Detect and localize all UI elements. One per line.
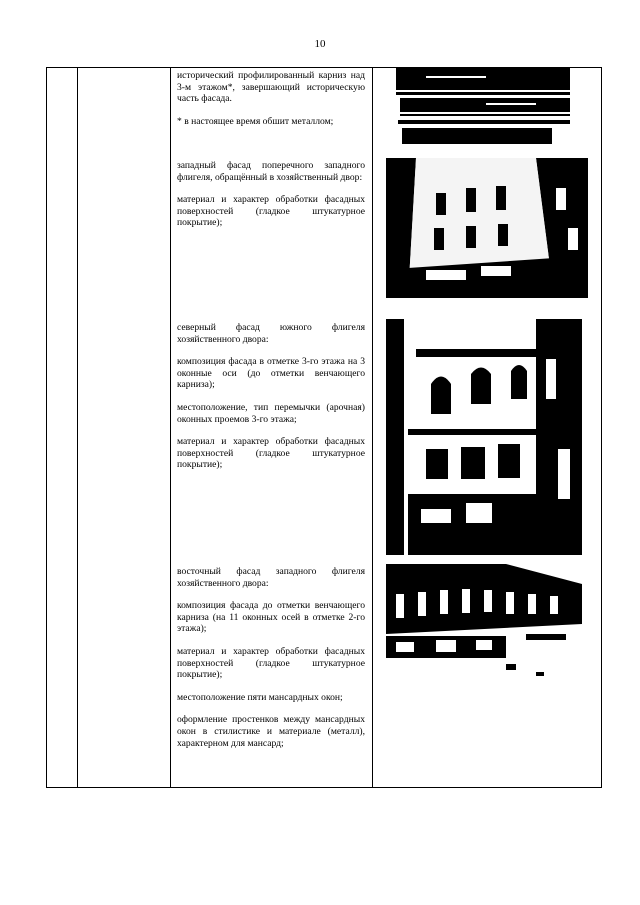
column-divider: [170, 68, 171, 787]
section-west-facade: [177, 160, 365, 240]
paragraph: исторический профилированный карниз над 3-м этажом*, завершающий историческую часть фасада.: [177, 70, 365, 105]
west-facade-photo-icon: [386, 158, 588, 298]
paragraph: * в настоящее время обшит металлом;: [177, 115, 334, 127]
paragraph: восточный фасад западного флигеля хозяйственного двора:: [177, 566, 365, 589]
paragraph: местоположение, тип перемычки (арочная) оконных проемов 3-го этажа;: [177, 401, 365, 425]
section-cornice: [177, 70, 365, 138]
column-divider: [77, 68, 78, 787]
section-east-facade: [177, 566, 365, 760]
paragraph: материал и характер обработки фасадных поверхностей (гладкое штукатурное покрытие);: [177, 645, 365, 681]
cornice-photo-icon: [386, 68, 570, 150]
paragraph: северный фасад южного флигеля хозяйственного двора:: [177, 322, 365, 345]
east-facade-photo-icon: [386, 564, 582, 688]
column-divider: [372, 68, 373, 787]
paragraph: западный фасад поперечного западного флигеля, обращённый в хозяйственный двор:: [177, 160, 365, 183]
paragraph: композиция фасада в отметке 3-го этажа на 3 оконные оси (до отметки венчающего карниза);: [177, 356, 365, 391]
paragraph: оформление простенков между мансардных окон в стилистике и материале (металл), характерном для мансард;: [177, 714, 365, 749]
north-facade-photo-icon: [386, 319, 582, 555]
paragraph: местоположение пяти мансардных окон;: [177, 691, 343, 703]
page-number: 10: [314, 38, 326, 50]
paragraph: композиция фасада до отметки венчающего карниза (на 11 оконных осей в отметке 2-го этажа);: [177, 600, 365, 635]
paragraph: материал и характер обработки фасадных поверхностей (гладкое штукатурное покрытие);: [177, 436, 365, 471]
paragraph: материал и характер обработки фасадных поверхностей (гладкое штукатурное покрытие);: [177, 194, 365, 229]
section-north-facade: [177, 322, 365, 482]
